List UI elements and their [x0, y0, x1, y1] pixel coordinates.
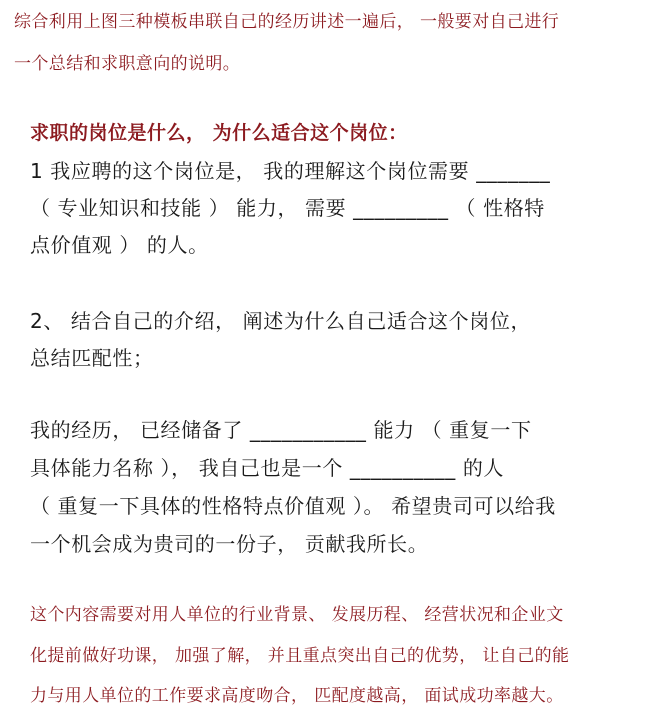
point-2-line-2: 总结匹配性； — [30, 346, 154, 370]
point-3-line-2: 具体能力名称 ）， 我自己也是一个 __________ 的人 — [30, 456, 505, 480]
point-1-line-1: 1 我应聘的这个岗位是， 我的理解这个岗位需要 _______ — [30, 159, 551, 183]
point-1-line-2: （ 专业知识和技能 ） 能力， 需要 _________ （ 性格特 — [30, 196, 545, 220]
point-1-line-3: 点价值观 ） 的人。 — [30, 233, 209, 257]
point-2-line-1: 2、 结合自己的介绍， 阐述为什么自己适合这个岗位， — [30, 309, 532, 333]
point-3-line-1: 我的经历， 已经储备了 ___________ 能力 （ 重复一下 — [30, 418, 532, 442]
intro-line-1: 综合利用上图三种模板串联自己的经历讲述一遍后， 一般要对自己进行 — [14, 12, 560, 32]
intro-line-2: 一个总结和求职意向的说明。 — [14, 54, 241, 74]
section-heading: 求职的岗位是什么， 为什么适合这个岗位： — [30, 122, 408, 144]
point-3-line-4: 一个机会成为贵司的一份子， 贡献我所长。 — [30, 532, 429, 556]
closing-line-1: 这个内容需要对用人单位的行业背景、 发展历程、 经营状况和企业文 — [30, 605, 564, 625]
closing-line-3: 力与用人单位的工作要求高度吻合， 匹配度越高， 面试成功率越大。 — [30, 686, 564, 706]
point-3-line-3: （ 重复一下具体的性格特点价值观 ）。 希望贵司可以给我 — [30, 494, 556, 518]
closing-line-2: 化提前做好功课， 加强了解， 并且重点突出自己的优势， 让自己的能 — [30, 646, 570, 666]
